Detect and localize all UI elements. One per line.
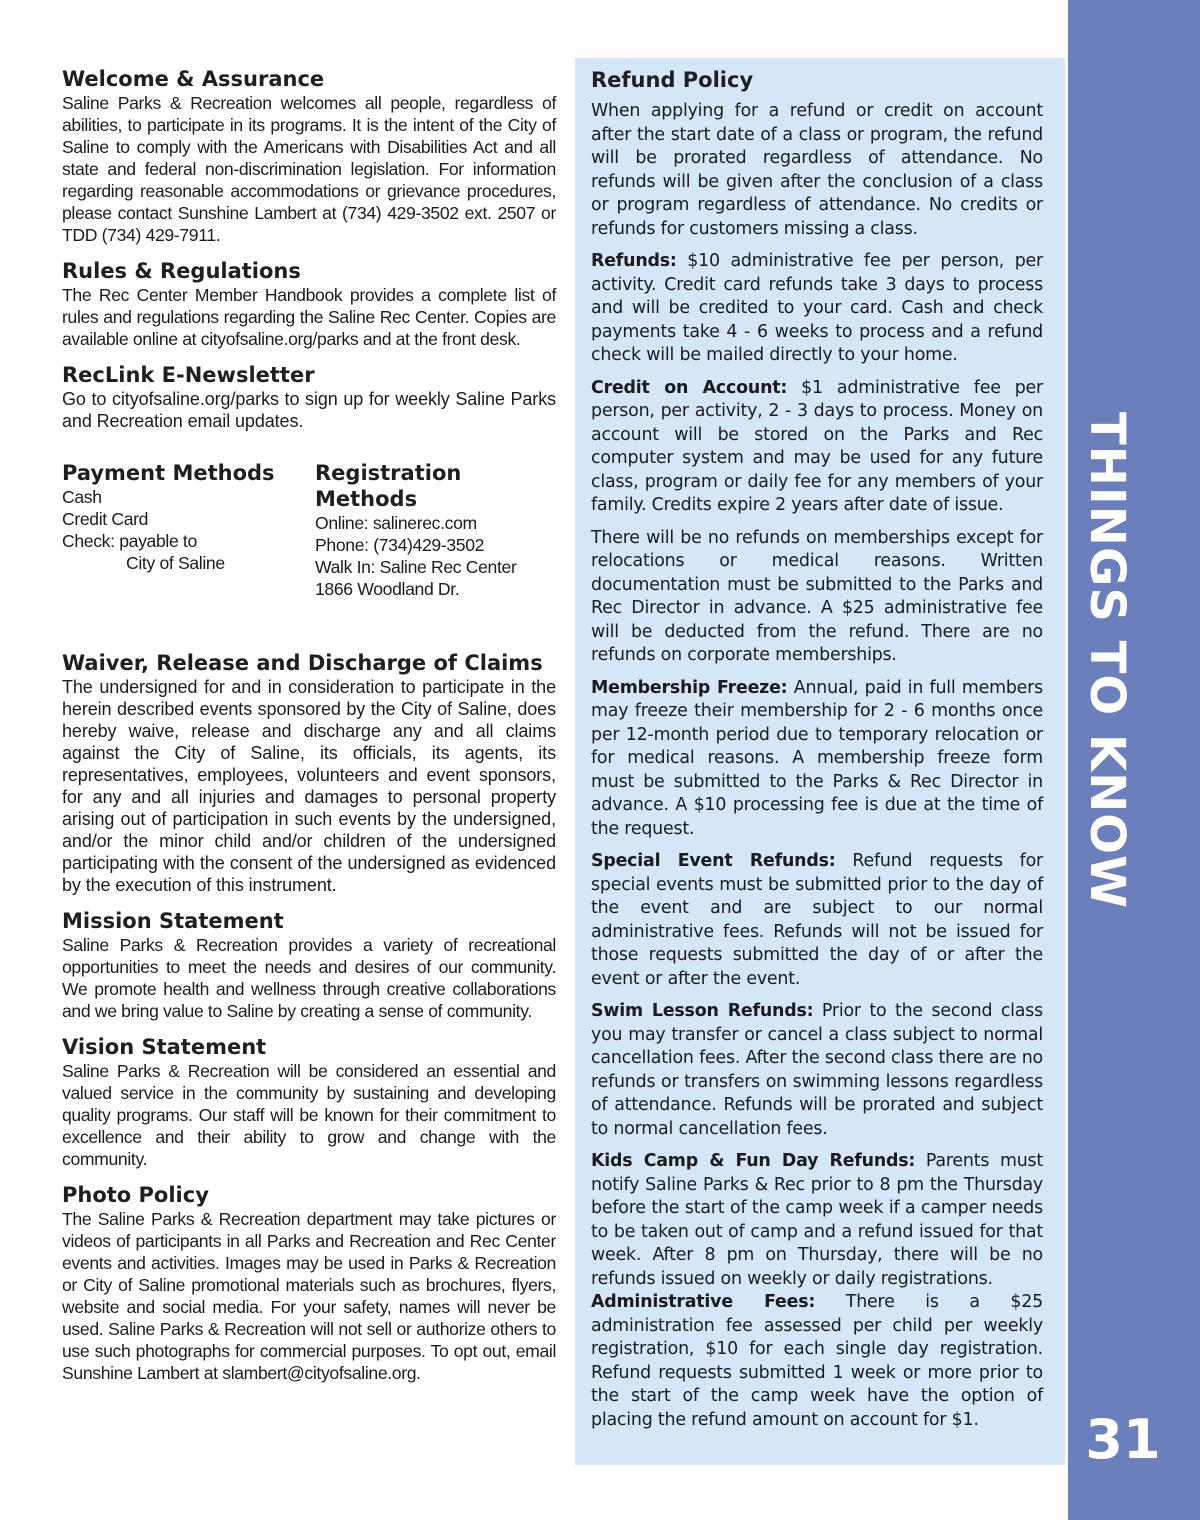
refund-intro-text: When applying for a refund or credit on account after the start date of a class or program, the refund will be prorated regardless of attendance. No refunds will be given after the conclusion of a class or program regardless of attendance. No credits or refunds for customers missing a class.	[591, 101, 1043, 239]
payment-line: Credit Card	[62, 509, 149, 529]
refunds-lead: Refunds:	[591, 251, 677, 271]
payment-methods	[62, 460, 315, 600]
payment-line: Check: payable to	[62, 531, 197, 551]
page-number: 31	[1085, 1408, 1161, 1471]
special-event-lead: Special Event Refunds:	[591, 851, 836, 871]
credit-text: $1 administrative fee per person, per activity, 2 - 3 days to process. Money on account will be stored on the Parks and Rec computer system and may be used for any future class, program or daily fee for any members of your family. Credits expire 2 years after date of issue.	[591, 377, 1044, 515]
freeze-text: Annual, paid in full members may freeze their membership for 2 - 6 months once per 12-month period due to temporary relocation or for medical reasons. A membership freeze form must be submitted to the Parks & Rec Director in advance. A $10 processing fee is due at the time of the request.	[591, 677, 1043, 839]
payment-line: City of Saline	[126, 553, 225, 573]
refund-heading: Refund Policy	[591, 68, 754, 92]
payment-line: Cash	[62, 487, 102, 507]
newsletter-heading: RecLink E-Newsletter	[62, 363, 315, 387]
special-event-paragraph	[591, 850, 1043, 991]
camp-lead: Kids Camp & Fun Day Refunds:	[591, 1151, 916, 1171]
special-event-text: Refund requests for special events must be submitted prior to the day of the event and are subject to our normal administrative fees. Refunds will not be issued for those requests submitted the day of or after the event or after the event.	[591, 851, 1043, 989]
memberships-section	[591, 527, 1043, 668]
methods-block	[62, 460, 556, 600]
camp-paragraph	[591, 1150, 1043, 1432]
credit-section	[591, 377, 1043, 518]
section-title-vertical: THINGS TO KNOW	[1079, 412, 1135, 909]
freeze-paragraph	[591, 677, 1043, 842]
mission-section	[62, 908, 556, 1022]
newsletter-text: Go to cityofsaline.org/parks to sign up for weekly Saline Parks and Recreation email updates.	[62, 389, 556, 431]
left-column	[62, 66, 556, 1396]
photo-heading: Photo Policy	[62, 1183, 209, 1207]
mission-text: Saline Parks & Recreation provides a variety of recreational opportunities to meet the needs and desires of our community. We promote health and wellness through creative collaborations and we bring value to Saline by creating a sense of community.	[62, 935, 556, 1021]
waiver-heading: Waiver, Release and Discharge of Claims	[62, 651, 543, 675]
waiver-section	[62, 650, 556, 896]
refunds-paragraph	[591, 250, 1043, 368]
swim-lesson-text: Prior to the second class you may transfer or cancel a class subject to normal cancellation fees. After the second class there are no refunds or transfers on swimming lessons regardless of attendance. Refunds will be prorated and subject to normal cancellation fees.	[591, 1001, 1043, 1139]
waiver-text: The undersigned for and in consideration to participate in the herein described events sponsored by the City of Saline, does hereby waive, release and discharge any and all claims against the City of Saline, its officials, its agents, its representatives, employees, volunteers and event sponsors, for any and all injuries and damages to personal property arising out of participation in such events by the undersigned, and/or the minor child and/or children of the undersigned participating with the consent of the undersigned as evidenced by the execution of this instrument.	[62, 677, 556, 895]
vision-heading: Vision Statement	[62, 1035, 267, 1059]
freeze-lead: Membership Freeze:	[591, 677, 788, 698]
refund-policy-panel	[575, 58, 1065, 1465]
newsletter-section	[62, 362, 556, 432]
admin-fees-lead: Administrative Fees:	[591, 1292, 816, 1312]
photo-text: The Saline Parks & Recreation department may take pictures or videos of participants in all Parks and Recreation and Rec Center events and activities. Images may be used in Parks & Recreation or City of Saline promotional materials such as brochures, flyers, website and social media. For your safety, names will never be used. Saline Parks & Recreation will not sell or authorize others to use such photographs for commercial purposes. To opt out, email Sunshine Lambert at slambert@cityofsaline.org.	[62, 1209, 556, 1383]
registration-line: Phone: (734)429-3502	[315, 535, 485, 555]
welcome-section	[62, 66, 556, 246]
refunds-section	[591, 250, 1043, 368]
registration-line: 1866 Woodland Dr.	[315, 579, 460, 599]
credit-paragraph	[591, 377, 1043, 518]
memberships-text: There will be no refunds on memberships except for relocations or medical reasons. Written documentation must be submitted to the Parks and Rec Director in advance. A $25 administrative fee will be deducted from the refund. There are no refunds on corporate memberships.	[591, 527, 1043, 665]
payment-heading: Payment Methods	[62, 461, 275, 485]
welcome-text: Saline Parks & Recreation welcomes all people, regardless of abilities, to participate in its programs. It is the intent of the City of Saline to comply with the Americans with Disabilities Act and all state and federal non-discrimination legislation. For information regarding reasonable accommodations or grievance procedures, please contact Sunshine Lambert at (734) 429-3502 ext. 2507 or TDD (734) 429-7911.	[62, 93, 556, 245]
special-event-section	[591, 850, 1043, 991]
freeze-section	[591, 677, 1043, 842]
registration-line: Walk In: Saline Rec Center	[315, 557, 517, 577]
swim-lesson-lead: Swim Lesson Refunds:	[591, 1001, 814, 1021]
swim-lesson-section	[591, 1000, 1043, 1141]
credit-lead: Credit on Account:	[591, 377, 788, 398]
camp-section	[591, 1150, 1043, 1432]
vision-section	[62, 1034, 556, 1170]
registration-methods	[315, 460, 556, 600]
swim-lesson-paragraph	[591, 1000, 1043, 1141]
welcome-heading: Welcome & Assurance	[62, 67, 325, 91]
rules-section	[62, 258, 556, 350]
mission-heading: Mission Statement	[62, 909, 284, 933]
registration-line: Online: salinerec.com	[315, 513, 477, 533]
vision-text: Saline Parks & Recreation will be considered an essential and valued service in the community by sustaining and developing quality programs. Our staff will be known for their commitment to excellence and their ability to grow and change with the community.	[62, 1061, 556, 1169]
refunds-text: $10 administrative fee per person, per activity. Credit card refunds take 3 days to process and will be credited to your card. Cash and check payments take 4 - 6 weeks to process and a refund check will be mailed directly to your home.	[591, 251, 1043, 365]
photo-section	[62, 1182, 556, 1384]
registration-heading: Registration Methods	[315, 461, 462, 511]
rules-heading: Rules & Regulations	[62, 259, 301, 283]
admin-fees-text: There is a $25 administration fee assessed per child per weekly registration, $10 for each single day registration. Refund requests submitted 1 week or more prior to the start of the camp week have the option of placing the refund amount on account for $1.	[591, 1292, 1043, 1430]
camp-text: Parents must notify Saline Parks & Rec prior to 8 pm the Thursday before the start of the camp week if a camper needs to be taken out of camp and a refund issued for that week. After 8 pm on Thursday, there will be no refunds issued on weekly or daily registrations.	[591, 1151, 1044, 1289]
rules-text: The Rec Center Member Handbook provides a complete list of rules and regulations regarding the Saline Rec Center. Copies are available online at cityofsaline.org/parks and at the front desk.	[62, 285, 556, 349]
refund-intro-section	[591, 100, 1043, 241]
